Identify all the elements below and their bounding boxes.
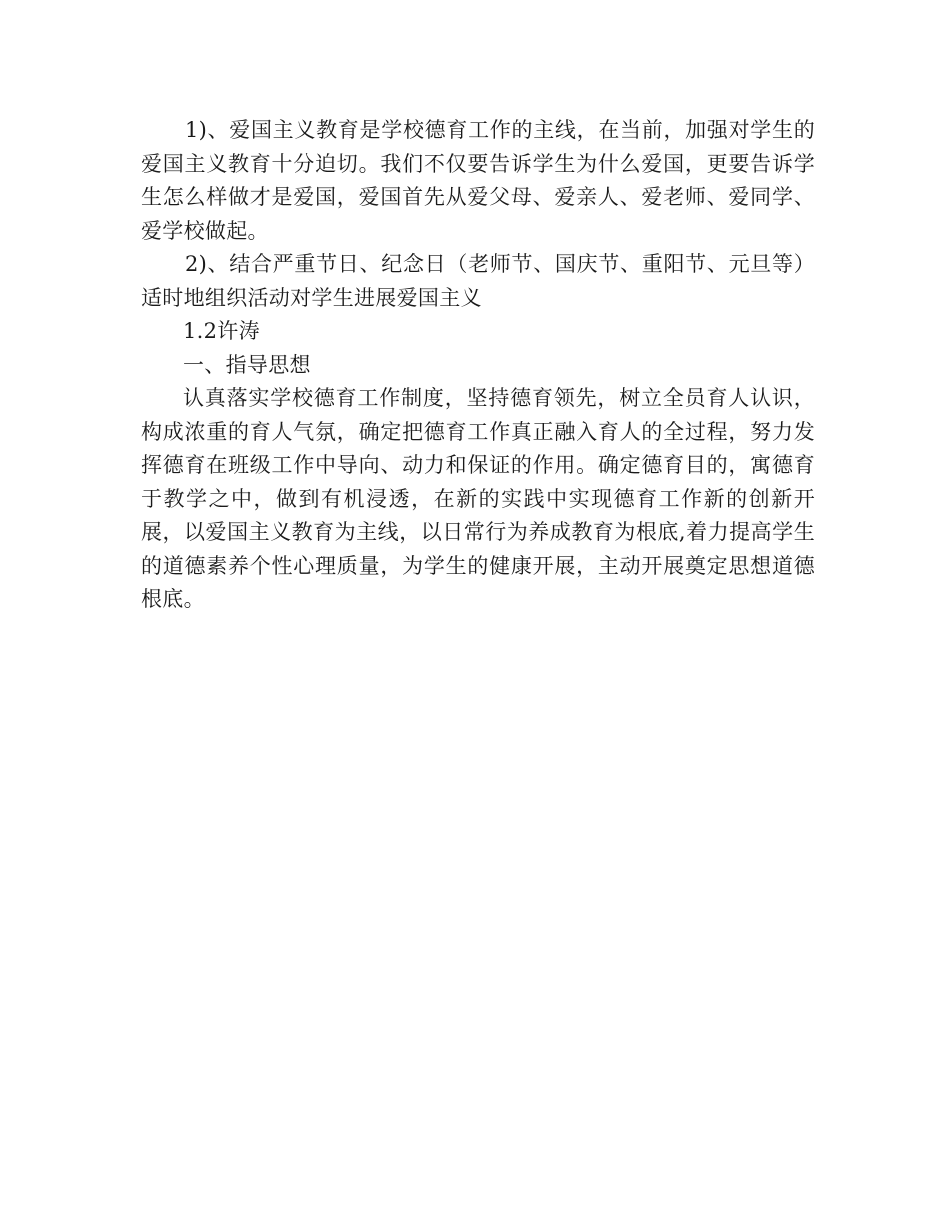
- numbered-paragraph-2: 2)、结合严重节日、纪念日（老师节、国庆节、重阳节、元旦等）适时地组织活动对学生进展爱国主义: [141, 252, 815, 310]
- numbered-paragraph-1: 1)、爱国主义教育是学校德育工作的主线，在当前，加强对学生的爱国主义教育十分迫切。我们不仅要告诉学生为什么爱国，更要告诉学生怎么样做才是爱国，爱国首先从爱父母、爱亲人、爱老师、爱同学、爱学校做起。: [141, 118, 815, 243]
- body-paragraph: 认真落实学校德育工作制度，坚持德育领先，树立全员育人认识，构成浓重的育人气氛，确定把德育工作真正融入育人的全过程，努力发挥德育在班级工作中导向、动力和保证的作用。确定德育目的，寓德育于教学之中，做到有机浸透，在新的实践中实现德育工作新的创新开展，以爱国主义教育为主线，以日常行为养成教育为根底,着力提高学生的道德素养个性心理质量，为学生的健康开展，主动开展奠定思想道德根底。: [141, 386, 815, 611]
- section-number-heading: 1.2许涛: [183, 319, 260, 343]
- section-heading: 一、指导思想: [183, 352, 311, 377]
- document-body: [141, 114, 815, 617]
